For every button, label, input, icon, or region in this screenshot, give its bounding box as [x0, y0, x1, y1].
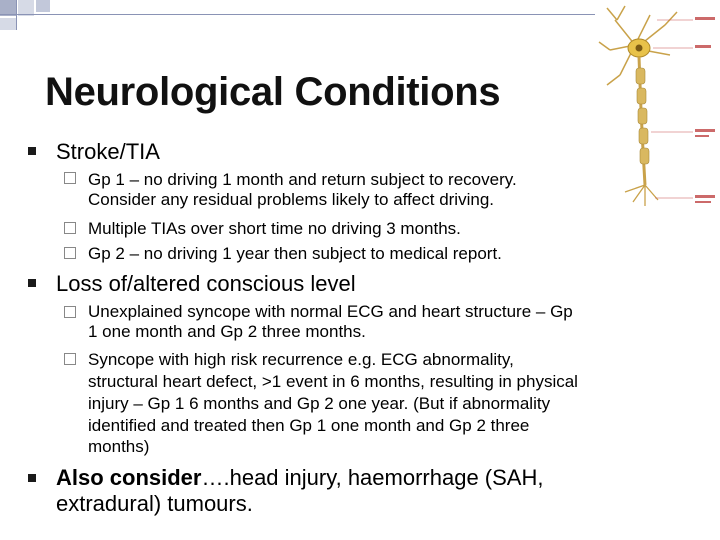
- list-item-line: Gp 1 – no driving 1 month and return subject to recovery.: [88, 170, 517, 189]
- section-heading: Loss of/altered conscious level: [56, 271, 356, 296]
- bullet-icon: [28, 147, 36, 155]
- checkbox-bullet-icon: [64, 353, 76, 365]
- page-title: Neurological Conditions: [45, 70, 501, 114]
- list-item-line: Consider any residual problems likely to affect driving.: [88, 190, 494, 209]
- section-heading: Stroke/TIA: [56, 139, 160, 164]
- bullet-icon: [28, 474, 36, 482]
- list-item-line: months): [88, 437, 150, 456]
- section-heading: [56, 465, 543, 491]
- list-item-line: Gp 2 – no driving 1 year then subject to medical report.: [88, 244, 502, 263]
- checkbox-bullet-icon: [64, 222, 76, 234]
- list-item-line: Syncope with high risk recurrence e.g. ECG abnormality,: [88, 350, 514, 369]
- left-rule: [16, 0, 17, 30]
- checkbox-bullet-icon: [64, 247, 76, 259]
- list-item-line: identified and treated then Gp 1 one month and Gp 2 three: [88, 416, 530, 435]
- decor-square: [36, 0, 50, 12]
- decor-square: [0, 18, 16, 30]
- list-item-line: injury – Gp 1 6 months and Gp 2 one year. (But if abnormality: [88, 394, 551, 413]
- heading-rest: ….head injury, haemorrhage (SAH,: [201, 465, 544, 490]
- bullet-icon: [28, 279, 36, 287]
- neuron-diagram-icon: [595, 0, 720, 220]
- checkbox-bullet-icon: [64, 306, 76, 318]
- corner-decoration: [0, 0, 170, 30]
- list-item-line: 1 one month and Gp 2 three months.: [88, 322, 366, 341]
- list-item-line: Unexplained syncope with normal ECG and heart structure – Gp: [88, 302, 573, 321]
- checkbox-bullet-icon: [64, 172, 76, 184]
- section-heading-line: extradural) tumours.: [56, 491, 253, 516]
- list-item-line: structural heart defect, >1 event in 6 months, resulting in physical: [88, 372, 578, 391]
- heading-bold: Also consider: [56, 465, 202, 490]
- list-item-line: Multiple TIAs over short time no driving 3 months.: [88, 219, 461, 238]
